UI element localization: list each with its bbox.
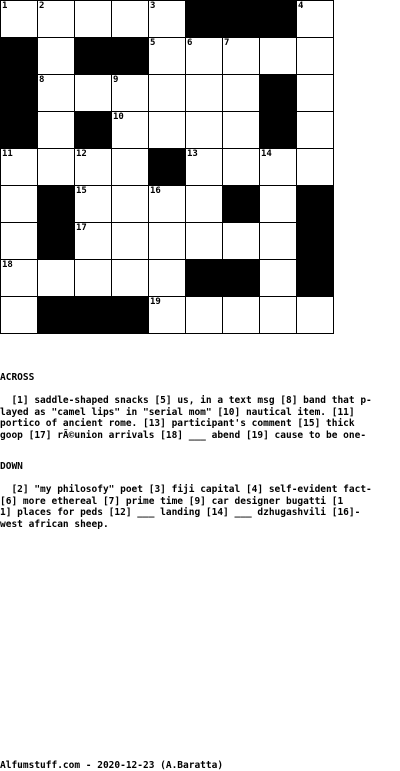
grid-cell[interactable] [38,38,75,75]
clue-number: 10 [113,112,124,122]
across-heading: ACROSS [0,372,35,383]
grid-cell[interactable] [297,297,334,334]
grid-cell[interactable] [186,186,223,223]
down-clue-text: [2] "my philosofy" poet [3] fiji capital [4] self-evident fact- [6] more ethereal [7] prime time [9] car designer bugatti [1 1] places for peds [12] ___ landing [14] ___ dzhugashvili [16]- west african sheep. [0,484,372,530]
clue-number: 8 [39,75,45,85]
black-square [1,112,38,149]
black-square [297,223,334,260]
clue-number: 15 [76,186,87,196]
black-square [260,1,297,38]
crossword-grid [0,0,334,334]
grid-cell[interactable] [149,223,186,260]
grid-cell[interactable] [223,75,260,112]
grid-cell[interactable] [260,297,297,334]
grid-cell[interactable] [260,260,297,297]
black-square [1,38,38,75]
grid-cell[interactable] [186,297,223,334]
clue-number: 4 [298,1,304,11]
grid-cell[interactable] [112,223,149,260]
down-heading: DOWN [0,461,23,472]
grid-cell[interactable] [260,186,297,223]
grid-cell[interactable] [260,223,297,260]
grid-cell[interactable] [38,1,75,38]
grid-cell[interactable] [1,260,38,297]
grid-cell[interactable] [149,186,186,223]
clue-number: 12 [76,149,87,159]
grid-cell[interactable] [75,149,112,186]
grid-cell[interactable] [297,149,334,186]
grid-cell[interactable] [1,297,38,334]
grid-cell[interactable] [75,186,112,223]
clue-number: 19 [150,297,161,307]
black-square [223,260,260,297]
black-square [260,112,297,149]
grid-cell[interactable] [75,260,112,297]
grid-cell[interactable] [149,38,186,75]
grid-cell[interactable] [149,75,186,112]
grid-cell[interactable] [112,149,149,186]
clue-number: 17 [76,223,87,233]
grid-cell[interactable] [260,38,297,75]
grid-cell[interactable] [112,186,149,223]
grid-cell[interactable] [223,112,260,149]
grid-cell[interactable] [112,1,149,38]
footer-credit: Alfumstuff.com - 2020-12-23 (A.Baratta) [0,760,224,771]
black-square [38,186,75,223]
black-square [297,186,334,223]
black-square [75,297,112,334]
grid-cell[interactable] [75,223,112,260]
clue-number: 5 [150,38,156,48]
grid-cell[interactable] [112,260,149,297]
grid-cell[interactable] [1,186,38,223]
clue-number: 18 [2,260,13,270]
grid-cell[interactable] [223,223,260,260]
grid-cell[interactable] [75,75,112,112]
grid-cell[interactable] [149,1,186,38]
grid-cell[interactable] [38,75,75,112]
black-square [38,223,75,260]
grid-cell[interactable] [1,223,38,260]
grid-cell[interactable] [112,112,149,149]
clue-number: 9 [113,75,119,85]
black-square [75,112,112,149]
black-square [112,297,149,334]
clue-number: 6 [187,38,193,48]
clue-number: 14 [261,149,272,159]
clue-number: 2 [39,1,45,11]
black-square [223,1,260,38]
black-square [260,75,297,112]
grid-cell[interactable] [149,112,186,149]
clue-number: 13 [187,149,198,159]
clue-number: 1 [2,1,8,11]
down-clues [0,438,392,530]
grid-cell[interactable] [260,149,297,186]
grid-cell[interactable] [223,38,260,75]
clue-number: 11 [2,149,13,159]
grid-cell[interactable] [223,297,260,334]
grid-cell[interactable] [186,223,223,260]
grid-cell[interactable] [38,112,75,149]
black-square [112,38,149,75]
grid-cell[interactable] [112,75,149,112]
black-square [186,260,223,297]
grid-cell[interactable] [186,38,223,75]
black-square [149,149,186,186]
grid-cell[interactable] [38,260,75,297]
black-square [38,297,75,334]
grid-cell[interactable] [149,260,186,297]
grid-cell[interactable] [297,38,334,75]
grid-cell[interactable] [223,149,260,186]
grid-cell[interactable] [1,149,38,186]
grid-cell[interactable] [149,297,186,334]
grid-cell[interactable] [38,149,75,186]
grid-cell[interactable] [297,112,334,149]
black-square [186,1,223,38]
grid-cell[interactable] [186,112,223,149]
black-square [1,75,38,112]
clue-number: 16 [150,186,161,196]
grid-cell[interactable] [297,75,334,112]
grid-cell[interactable] [297,1,334,38]
clue-number: 3 [150,1,156,11]
across-clue-text: [1] saddle-shaped snacks [5] us, in a text msg [8] band that p- layed as "camel lips" in "serial mom" [10] nautical item. [11] portico of ancient rome. [13] participant's comment [15] thick goop [17] rÃ©union arrivals [18] ___ abend [19] cause to be one- [0,395,372,441]
black-square [75,38,112,75]
black-square [297,260,334,297]
grid-cell[interactable] [186,149,223,186]
grid-cell[interactable] [75,1,112,38]
black-square [223,186,260,223]
grid-cell[interactable] [1,1,38,38]
grid-cell[interactable] [186,75,223,112]
across-clues [0,349,392,441]
clue-number: 7 [224,38,230,48]
